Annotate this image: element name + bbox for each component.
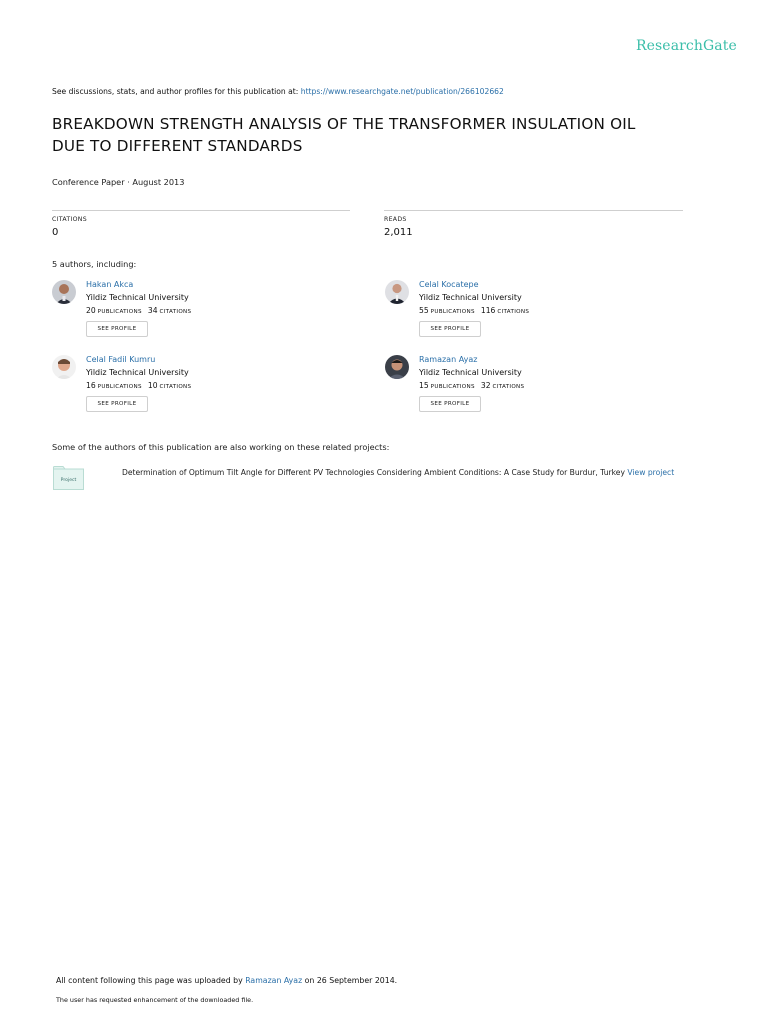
citations-label: CITATIONS	[497, 309, 530, 315]
publications-label: PUBLICATIONS	[430, 309, 475, 315]
project-title: Determination of Optimum Tilt Angle for Different PV Technologies Considering Ambient Conditions: A Case Study for Burdur, Turkey	[122, 468, 628, 477]
related-projects-heading: Some of the authors of this publication are also working on these related projects:	[52, 442, 390, 452]
avatar[interactable]	[52, 355, 76, 379]
citations-count: 32	[480, 381, 491, 390]
view-project-link[interactable]: View project	[627, 468, 675, 477]
author-name-link[interactable]: Celal Kocatepe	[419, 280, 479, 289]
citations-count: 34	[147, 306, 158, 315]
author-name-link[interactable]: Hakan Akca	[86, 280, 134, 289]
citations-label: CITATIONS	[159, 384, 192, 390]
citations-label: CITATIONS	[159, 309, 192, 315]
author-institution: Yildiz Technical University	[86, 293, 189, 302]
publication-url-link[interactable]: https://www.researchgate.net/publication/266102662	[300, 87, 504, 96]
upload-prefix: All content following this page was uploaded by	[56, 976, 246, 985]
avatar[interactable]	[385, 280, 409, 304]
avatar[interactable]	[385, 355, 409, 379]
discussion-line	[52, 87, 504, 96]
citations-label: CITATIONS	[492, 384, 525, 390]
avatar[interactable]	[52, 280, 76, 304]
project-folder-icon[interactable]	[53, 466, 84, 490]
author-stats	[86, 381, 197, 390]
publications-count: 55	[419, 306, 429, 315]
author-institution: Yildiz Technical University	[419, 293, 522, 302]
publications-label: PUBLICATIONS	[97, 309, 142, 315]
publications-count: 16	[86, 381, 96, 390]
citations-value: 0	[52, 227, 59, 238]
author-name-link[interactable]: Ramazan Ayaz	[419, 355, 478, 364]
author-stats	[86, 306, 197, 315]
see-profile-button[interactable]: SEE PROFILE	[86, 396, 148, 412]
enhancement-note: The user has requested enhancement of the downloaded file.	[56, 996, 254, 1004]
see-profile-button[interactable]: SEE PROFILE	[419, 396, 481, 412]
researchgate-logo[interactable]: ResearchGate	[636, 38, 737, 54]
paper-title	[52, 113, 720, 157]
reads-divider	[384, 210, 683, 211]
author-stats	[419, 306, 535, 315]
publications-label: PUBLICATIONS	[97, 384, 142, 390]
authors-heading: 5 authors, including:	[52, 259, 137, 269]
citations-label: CITATIONS	[52, 216, 87, 223]
publications-count: 15	[419, 381, 429, 390]
paper-title-line-1: BREAKDOWN STRENGTH ANALYSIS OF THE TRANSFORMER INSULATION OIL	[52, 115, 636, 133]
author-institution: Yildiz Technical University	[86, 368, 189, 377]
citations-count: 116	[480, 306, 496, 315]
upload-date: on 26 September 2014.	[302, 976, 398, 985]
project-entry	[122, 467, 722, 479]
upload-footer	[56, 976, 397, 985]
reads-label: READS	[384, 216, 407, 223]
conference-info: Conference Paper · August 2013	[52, 177, 185, 187]
paper-title-line-2: DUE TO DIFFERENT STANDARDS	[52, 137, 303, 155]
project-icon-label: Project	[60, 478, 77, 483]
citations-divider	[52, 210, 350, 211]
see-profile-button[interactable]: SEE PROFILE	[86, 321, 148, 337]
reads-value: 2,011	[384, 227, 413, 238]
author-name-link[interactable]: Celal Fadil Kumru	[86, 355, 156, 364]
see-profile-button[interactable]: SEE PROFILE	[419, 321, 481, 337]
citations-count: 10	[147, 381, 158, 390]
discussion-prefix: See discussions, stats, and author profiles for this publication at:	[52, 87, 301, 96]
publications-count: 20	[86, 306, 96, 315]
uploader-link[interactable]: Ramazan Ayaz	[245, 976, 303, 985]
author-institution: Yildiz Technical University	[419, 368, 522, 377]
author-stats	[419, 381, 530, 390]
publications-label: PUBLICATIONS	[430, 384, 475, 390]
